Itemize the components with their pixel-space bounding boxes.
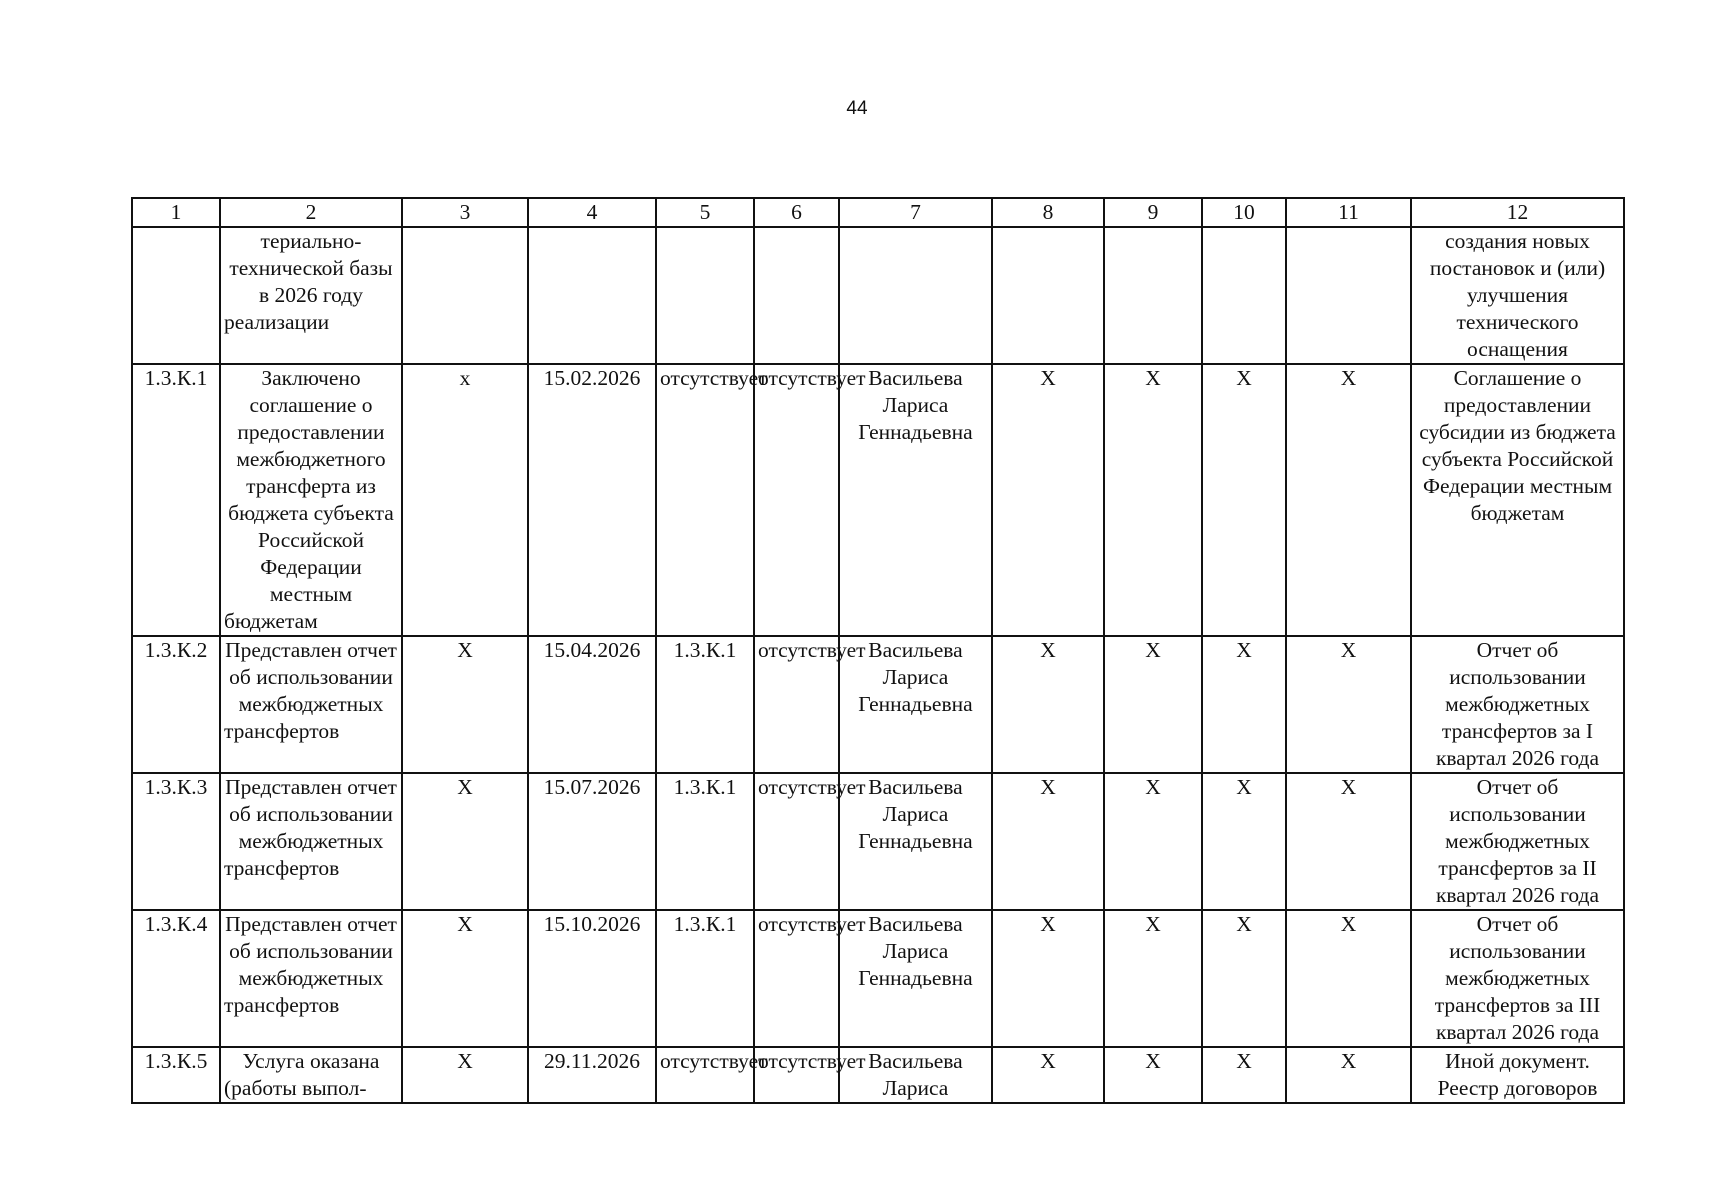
follower	[754, 227, 839, 364]
due-date: 29.11.2026	[528, 1047, 656, 1103]
document-type: создания новых постановок и (или) улучшения технического оснащения	[1411, 227, 1624, 364]
follower: отсутствует	[754, 773, 839, 910]
header-cell: 7	[839, 198, 992, 227]
row-id: 1.3.К.1	[132, 364, 220, 636]
follower: отсутствует	[754, 910, 839, 1047]
due-date: 15.07.2026	[528, 773, 656, 910]
follower: отсутствует	[754, 636, 839, 773]
cell-col10: Х	[1202, 1047, 1286, 1103]
cell-col9	[1104, 227, 1202, 364]
responsible-person	[839, 227, 992, 364]
row-id: 1.3.К.3	[132, 773, 220, 910]
cell-col11: Х	[1286, 636, 1411, 773]
row-id: 1.3.К.2	[132, 636, 220, 773]
responsible-person: Васильева Лариса Геннадьевна	[839, 910, 992, 1047]
header-cell: 8	[992, 198, 1104, 227]
responsible-person: Васильева Лариса Геннадьевна	[839, 773, 992, 910]
cell-col3: Х	[402, 636, 528, 773]
cell-col11: Х	[1286, 910, 1411, 1047]
cell-col8	[992, 227, 1104, 364]
follower: отсутствует	[754, 364, 839, 636]
cell-col11: Х	[1286, 773, 1411, 910]
event-name: Услуга оказана (работы выпол-	[220, 1047, 402, 1103]
table-row	[132, 636, 1624, 773]
predecessor: отсутствует	[656, 364, 754, 636]
header-cell: 3	[402, 198, 528, 227]
cell-col3: Х	[402, 773, 528, 910]
cell-col10: Х	[1202, 910, 1286, 1047]
cell-col10	[1202, 227, 1286, 364]
document-type: Отчет об использовании межбюджетных трансфертов за I квартал 2026 года	[1411, 636, 1624, 773]
cell-col11	[1286, 227, 1411, 364]
document-type: Соглашение о предоставлении субсидии из бюджета субъекта Российской Федерации местным бюджетам	[1411, 364, 1624, 636]
table-row	[132, 910, 1624, 1047]
event-name: Заключено соглашение о предоставлении межбюджетного трансферта из бюджета субъекта Российской Федерации местным бюджетам	[220, 364, 402, 636]
predecessor	[656, 227, 754, 364]
due-date: 15.02.2026	[528, 364, 656, 636]
predecessor: 1.3.К.1	[656, 773, 754, 910]
table-row	[132, 364, 1624, 636]
cell-col9: Х	[1104, 773, 1202, 910]
cell-col8: Х	[992, 636, 1104, 773]
cell-col9: Х	[1104, 636, 1202, 773]
header-cell: 9	[1104, 198, 1202, 227]
document-type: Отчет об использовании межбюджетных трансфертов за III квартал 2026 года	[1411, 910, 1624, 1047]
cell-col11: Х	[1286, 1047, 1411, 1103]
responsible-person: Васильева Лариса Геннадьевна	[839, 636, 992, 773]
row-id	[132, 227, 220, 364]
due-date: 15.10.2026	[528, 910, 656, 1047]
cell-col3: Х	[402, 1047, 528, 1103]
header-cell: 6	[754, 198, 839, 227]
cell-col10: Х	[1202, 773, 1286, 910]
due-date: 15.04.2026	[528, 636, 656, 773]
cell-col8: Х	[992, 910, 1104, 1047]
event-name: териально-технической базы в 2026 году реализации	[220, 227, 402, 364]
cell-col9: Х	[1104, 364, 1202, 636]
header-cell: 12	[1411, 198, 1624, 227]
cell-col8: Х	[992, 364, 1104, 636]
row-id: 1.3.К.4	[132, 910, 220, 1047]
cell-col3	[402, 227, 528, 364]
table-row	[132, 773, 1624, 910]
event-name: Представлен отчет об использовании межбюджетных трансфертов	[220, 636, 402, 773]
cell-col11: Х	[1286, 364, 1411, 636]
cell-col10: Х	[1202, 364, 1286, 636]
predecessor: 1.3.К.1	[656, 636, 754, 773]
follower: отсутствует	[754, 1047, 839, 1103]
predecessor: отсутствует	[656, 1047, 754, 1103]
table-row	[132, 227, 1624, 364]
header-cell: 11	[1286, 198, 1411, 227]
header-row	[132, 198, 1624, 227]
header-cell: 4	[528, 198, 656, 227]
header-cell: 1	[132, 198, 220, 227]
cell-col3: х	[402, 364, 528, 636]
header-cell: 2	[220, 198, 402, 227]
due-date	[528, 227, 656, 364]
header-cell: 10	[1202, 198, 1286, 227]
cell-col9: Х	[1104, 1047, 1202, 1103]
cell-col8: Х	[992, 773, 1104, 910]
cell-col10: Х	[1202, 636, 1286, 773]
plan-table	[131, 197, 1625, 1104]
event-name: Представлен отчет об использовании межбюджетных трансфертов	[220, 910, 402, 1047]
responsible-person: Васильева Лариса Геннадьевна	[839, 364, 992, 636]
predecessor: 1.3.К.1	[656, 910, 754, 1047]
cell-col8: Х	[992, 1047, 1104, 1103]
row-id: 1.3.К.5	[132, 1047, 220, 1103]
document-type: Отчет об использовании межбюджетных трансфертов за II квартал 2026 года	[1411, 773, 1624, 910]
page-number: 44	[846, 98, 868, 119]
event-name: Представлен отчет об использовании межбюджетных трансфертов	[220, 773, 402, 910]
document-type: Иной документ. Реестр договоров	[1411, 1047, 1624, 1103]
table-row	[132, 1047, 1624, 1103]
responsible-person: Васильева Лариса	[839, 1047, 992, 1103]
cell-col3: Х	[402, 910, 528, 1047]
cell-col9: Х	[1104, 910, 1202, 1047]
header-cell: 5	[656, 198, 754, 227]
